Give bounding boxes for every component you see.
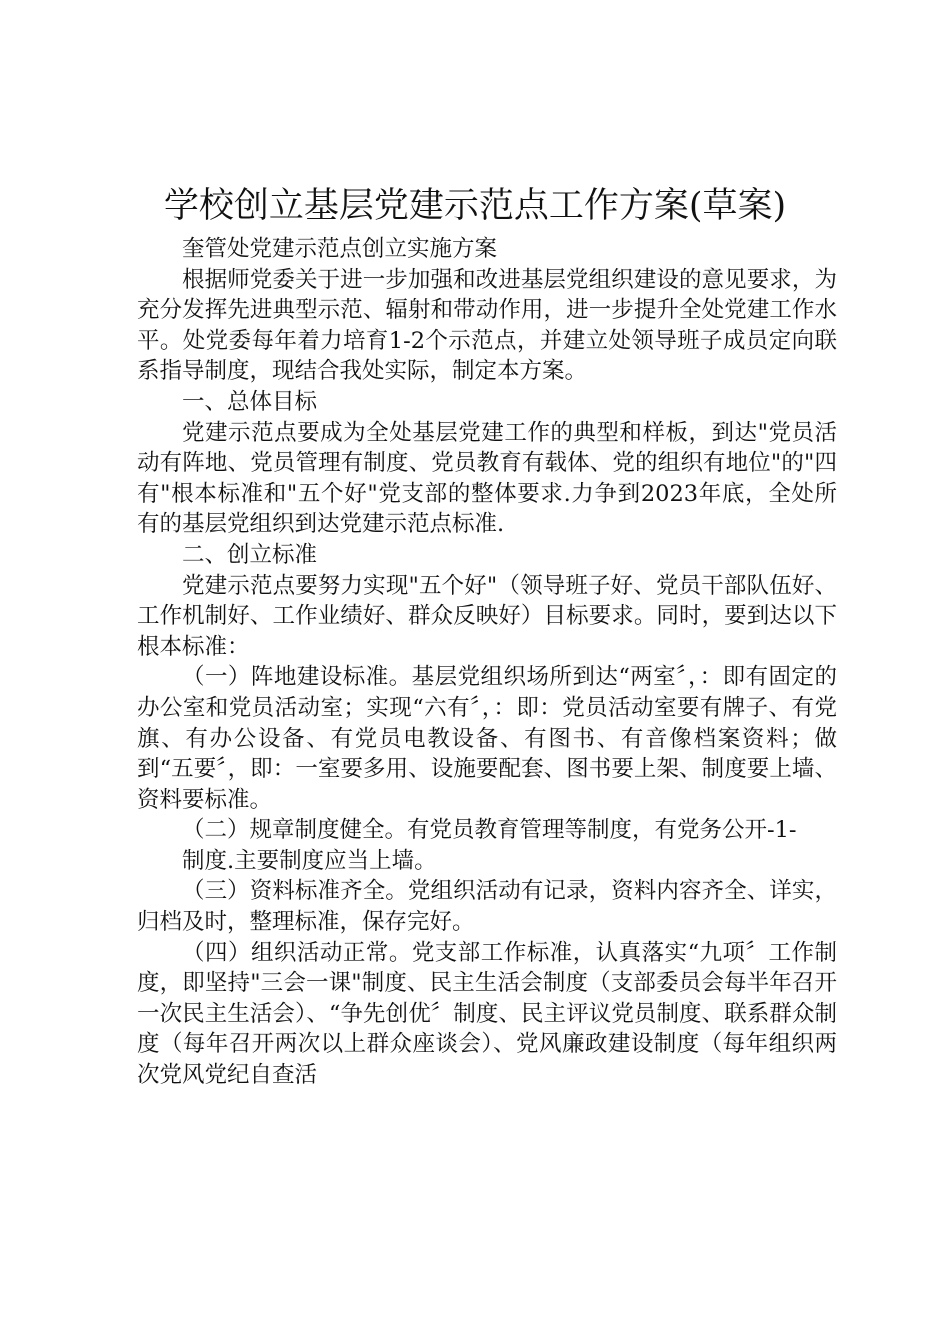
document-title: 学校创立基层党建示范点工作方案(草案) xyxy=(163,186,787,226)
paragraph-item-4: （四）组织活动正常。党支部工作标准，认真落实“九项〞工作制度，即坚持"三会一课"制度、民主生活会制度（支部委员会每半年召开一次民主生活会）、“争先创优〞制度、民主评议党员制度、联系群众制度（每年召开两次以上群众座谈会）、党风廉政建设制度（每年组织两次党风党纪自查活 xyxy=(137,939,837,1089)
paragraph-item-1: （一）阵地建设标准。基层党组织场所到达“两室〞，：即有固定的办公室和党员活动室；实现“六有〞，：即：党员活动室要有牌子、有党旗、有办公设备、有党员电教设备、有图书、有音像档案资料；做到“五要〞，即：一室要多用、设施要配套、图书要上架、制度要上墙、资料要标准。 xyxy=(137,664,837,813)
section-heading-standards: 二、创立标准 xyxy=(182,541,318,568)
paragraph-item-2-continued: 制度.主要制度应当上墙。 xyxy=(182,847,437,874)
paragraph-item-2: （二）规章制度健全。有党员教育管理等制度，有党务公开-1- xyxy=(182,817,797,844)
paragraph-intro: 根据师党委关于进一步加强和改进基层党组织建设的意见要求，为充分发挥先进典型示范、辐射和带动作用，进一步提升全处党建工作水平。处党委每年着力培育1-2个示范点，并建立处领导班子成员定向联系指导制度，现结合我处实际，制定本方案。 xyxy=(137,266,837,385)
section-heading-overall-goal: 一、总体目标 xyxy=(182,388,318,415)
paragraph-subtitle: 奎管处党建示范点创立实施方案 xyxy=(182,236,498,262)
document-body xyxy=(137,234,837,1091)
paragraph-item-3: （三）资料标准齐全。党组织活动有记录，资料内容齐全、详实，归档及时，整理标准，保存完好。 xyxy=(137,878,837,936)
paragraph-overall-goal: 党建示范点要成为全处基层党建工作的典型和样板，到达"党员活动有阵地、党员管理有制度、党员教育有载体、党的组织有地位"的"四有"根本标准和"五个好"党支部的整体要求.力争到2023年底，全处所有的基层党组织到达党建示范点标准. xyxy=(137,419,837,538)
paragraph-standards: 党建示范点要努力实现"五个好"（领导班子好、党员干部队伍好、工作机制好、工作业绩好、群众反映好）目标要求。同时，要到达以下根本标准： xyxy=(137,572,837,660)
